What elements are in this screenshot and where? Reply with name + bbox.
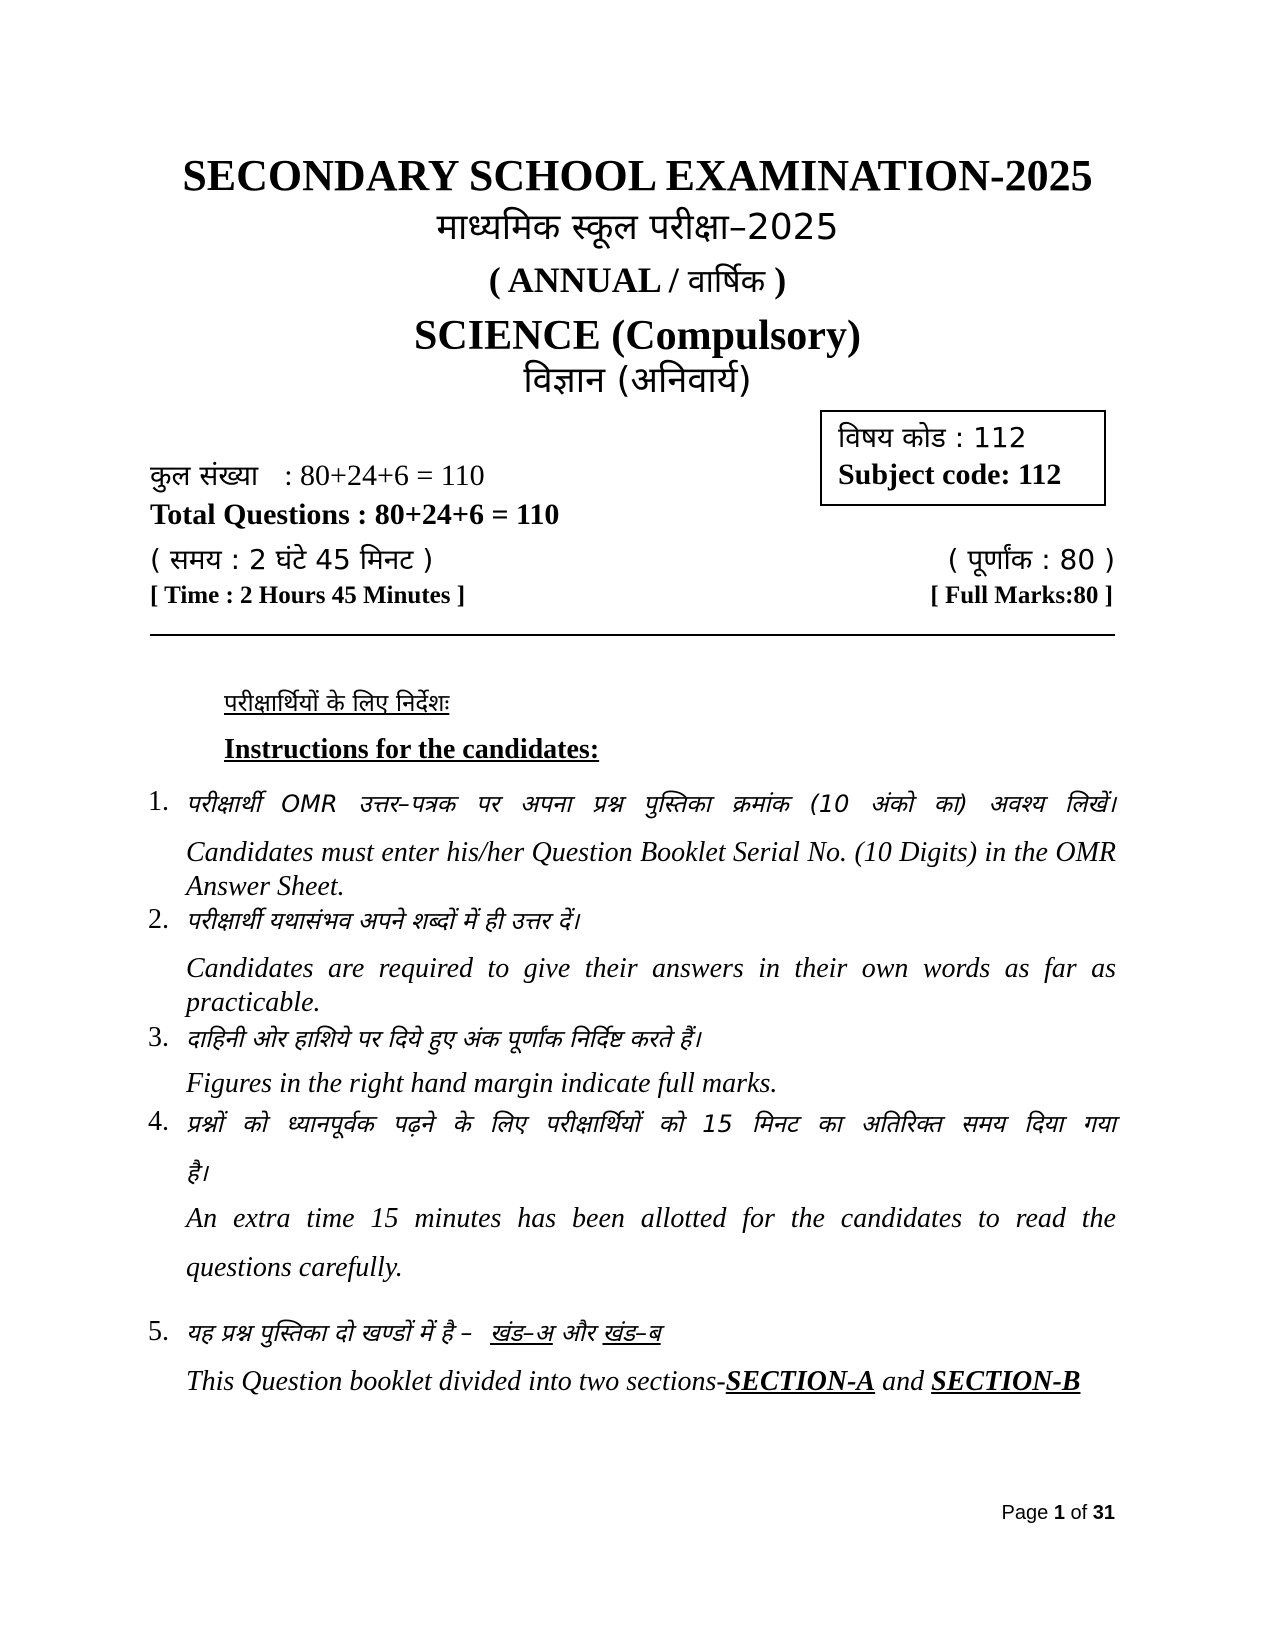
section-b-en: SECTION-B bbox=[931, 1366, 1081, 1397]
instruction-2-en: Candidates are required to give their answers in their own words as far as practicable. bbox=[186, 953, 1116, 1018]
section-a-en: SECTION-A bbox=[725, 1366, 876, 1397]
instructions-heading-en: Instructions for the candidates: bbox=[224, 734, 600, 765]
total-questions-hi-label: कुल संख्या bbox=[150, 459, 259, 492]
instruction-5-en bbox=[186, 1366, 1080, 1398]
instruction-1-en: Candidates must enter his/her Question Booklet Serial No. (10 Digits) in the OMR Answer Sheet. bbox=[186, 837, 1116, 902]
instruction-number: 3. bbox=[148, 1022, 169, 1053]
annual-label-en: ( ANNUAL / bbox=[488, 260, 679, 300]
page-of-word: of bbox=[1070, 1502, 1088, 1524]
time-hi: ( समय : 2 घंटे 45 मिनट ) bbox=[150, 543, 434, 576]
instruction-4-hi-cont: है। bbox=[186, 1159, 208, 1187]
time-en: [ Time : 2 Hours 45 Minutes ] bbox=[150, 582, 466, 609]
page-number bbox=[1002, 1502, 1115, 1525]
instruction-2-hi: परीक्षार्थी यथासंभव अपने शब्दों में ही उत्तर दें। bbox=[186, 907, 580, 935]
instruction-5-hi-and: और bbox=[560, 1319, 595, 1347]
full-marks-en: [ Full Marks:80 ] bbox=[930, 582, 1113, 609]
page-current: 1 bbox=[1053, 1502, 1065, 1524]
instruction-number: 4. bbox=[148, 1106, 169, 1137]
instruction-3-en: Figures in the right hand margin indicate full marks. bbox=[186, 1068, 778, 1099]
subject-code-hi: विषय कोड : 112 bbox=[838, 421, 1027, 454]
subject-title-en: SCIENCE (Compulsory) bbox=[414, 313, 861, 359]
subject-code-box bbox=[820, 410, 1106, 506]
header-divider bbox=[150, 634, 1115, 636]
instruction-5-en-text: This Question booklet divided into two sections- bbox=[186, 1366, 726, 1397]
instruction-1-hi: परीक्षार्थी OMR उत्तर–पत्रक पर अपना प्रश्न पुस्तिका क्रमांक (10 अंको का) अवश्य लिखें। bbox=[186, 790, 1116, 818]
instruction-5-en-and: and bbox=[882, 1366, 925, 1397]
annual-label-hi: वार्षिक bbox=[687, 262, 766, 300]
instructions-heading-hi: परीक्षार्थियों के लिए निर्देशः bbox=[224, 689, 450, 717]
instruction-4-en: An extra time 15 minutes has been allotted for the candidates to read the bbox=[186, 1203, 1116, 1234]
instruction-5-hi bbox=[186, 1316, 661, 1349]
instruction-number: 1. bbox=[148, 786, 169, 817]
instruction-3-hi: दाहिनी ओर हाशिये पर दिये हुए अंक पूर्णांक निर्दिष्ट करते हैं। bbox=[186, 1025, 701, 1053]
annual-label-close: ) bbox=[774, 260, 787, 300]
instruction-4-hi: प्रश्नों को ध्यानपूर्वक पढ़ने के लिए परीक्षार्थियों को 15 मिनट का अतिरिक्त समय दिया गया bbox=[186, 1110, 1116, 1138]
exam-title-en: SECONDARY SCHOOL EXAMINATION-2025 bbox=[182, 151, 1093, 200]
section-b-hi: खंड–ब bbox=[602, 1319, 661, 1347]
instruction-5-hi-text: यह प्रश्न पुस्तिका दो खण्डों में है – bbox=[186, 1319, 473, 1347]
subject-title-hi: विज्ञान (अनिवार्य) bbox=[523, 360, 752, 401]
full-marks-hi: ( पूर्णांक : 80 ) bbox=[947, 543, 1115, 576]
annual-label bbox=[0, 258, 1275, 303]
instruction-number: 2. bbox=[148, 904, 169, 935]
page-total: 31 bbox=[1092, 1502, 1115, 1524]
instruction-number: 5. bbox=[148, 1316, 169, 1347]
subject-code-en: Subject code: 112 bbox=[838, 458, 1062, 491]
total-questions-hi bbox=[150, 456, 485, 494]
page-word: Page bbox=[1001, 1502, 1049, 1524]
total-questions-hi-value: : 80+24+6 = 110 bbox=[284, 459, 485, 492]
instruction-4-en-cont: questions carefully. bbox=[186, 1252, 403, 1283]
exam-title-hi: माध्यमिक स्कूल परीक्षा–2025 bbox=[436, 207, 839, 248]
total-questions-en: Total Questions : 80+24+6 = 110 bbox=[150, 498, 560, 531]
section-a-hi: खंड–अ bbox=[490, 1319, 553, 1347]
